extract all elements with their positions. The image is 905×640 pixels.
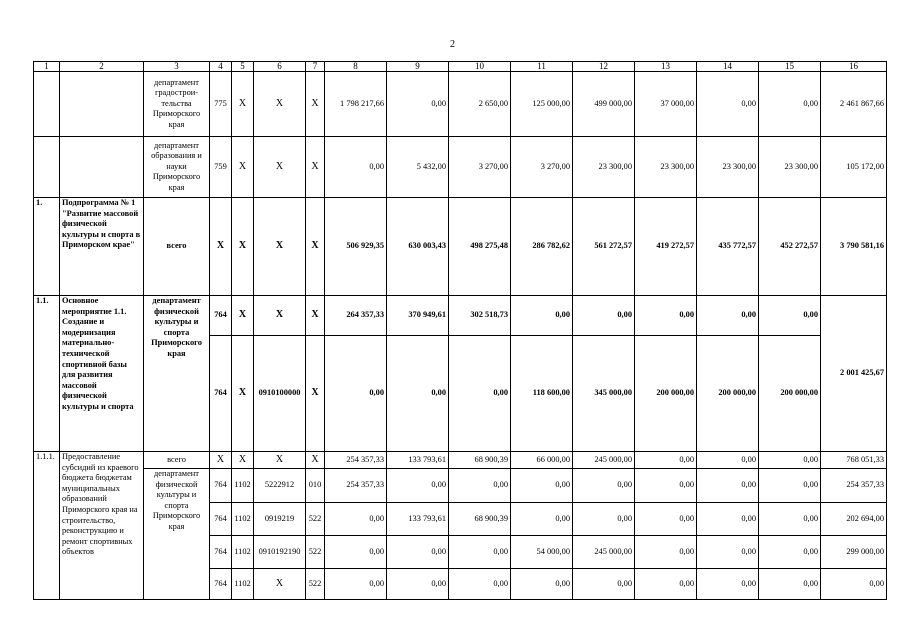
table-cell: 0,00 xyxy=(325,536,387,569)
table-cell: 23 300,00 xyxy=(573,137,635,198)
table-cell: 0,00 xyxy=(759,469,821,503)
table-cell: 245 000,00 xyxy=(573,452,635,469)
col-header: 6 xyxy=(254,62,306,72)
table-cell: 0,00 xyxy=(635,452,697,469)
header-row xyxy=(34,62,887,72)
table-row xyxy=(34,198,887,296)
table-cell: 419 272,57 xyxy=(635,198,697,296)
col-header: 1 xyxy=(34,62,60,72)
table-cell: 1102 xyxy=(232,536,254,569)
table-cell: 200 000,00 xyxy=(697,336,759,452)
table-cell: X xyxy=(254,137,306,198)
table-cell: 0910192190 xyxy=(254,536,306,569)
table-cell: 0,00 xyxy=(635,536,697,569)
table-cell: 0919219 xyxy=(254,503,306,536)
table-cell: 0,00 xyxy=(325,336,387,452)
table-row xyxy=(34,296,887,336)
table-cell: 202 694,00 xyxy=(821,503,887,536)
table-cell: 0,00 xyxy=(387,72,449,137)
table-cell: 768 051,33 xyxy=(821,452,887,469)
table-cell: 245 000,00 xyxy=(573,536,635,569)
table-cell: X xyxy=(232,452,254,469)
table-cell: 0,00 xyxy=(697,469,759,503)
table-cell: X xyxy=(254,72,306,137)
table-cell: 522 xyxy=(306,569,325,600)
table-cell: 010 xyxy=(306,469,325,503)
table-row xyxy=(34,469,887,503)
table-cell: X xyxy=(210,198,232,296)
table-cell xyxy=(60,72,144,137)
table-cell: 0,00 xyxy=(759,452,821,469)
table-cell: 23 300,00 xyxy=(759,137,821,198)
table-cell: 764 xyxy=(210,336,232,452)
table-cell: 133 793,61 xyxy=(387,452,449,469)
table-cell: 775 xyxy=(210,72,232,137)
table-cell: X xyxy=(306,336,325,452)
table-cell: X xyxy=(232,296,254,336)
table-cell: 0,00 xyxy=(449,569,511,600)
table-cell xyxy=(34,137,60,198)
table-cell: 0910100000 xyxy=(254,336,306,452)
table-cell: 522 xyxy=(306,503,325,536)
table-cell: 1 798 217,66 xyxy=(325,72,387,137)
table-cell: Основное мероприятие 1.1. Создание и модернизация материально-технической спортивной базы для развития массовой физической культуры и спорта xyxy=(60,296,144,452)
table-cell: всего xyxy=(144,198,210,296)
table-cell: 3 790 581,16 xyxy=(821,198,887,296)
table-cell: 506 929,35 xyxy=(325,198,387,296)
table-cell: 561 272,57 xyxy=(573,198,635,296)
col-header: 15 xyxy=(759,62,821,72)
table-cell: 0,00 xyxy=(325,569,387,600)
table-cell: 68 900,39 xyxy=(449,503,511,536)
table-cell: 1.1.1. xyxy=(34,452,60,600)
table-cell xyxy=(60,137,144,198)
table-cell: 0,00 xyxy=(697,536,759,569)
table-cell: 630 003,43 xyxy=(387,198,449,296)
table-cell: 2 001 425,67 xyxy=(821,296,887,452)
table-cell: X xyxy=(306,198,325,296)
table-cell: 0,00 xyxy=(573,503,635,536)
table-cell: 0,00 xyxy=(759,72,821,137)
table-row xyxy=(34,137,887,198)
table-cell: X xyxy=(254,452,306,469)
col-header: 13 xyxy=(635,62,697,72)
table-cell: департамент физической культуры и спорта Приморского края xyxy=(144,296,210,452)
table-cell: 759 xyxy=(210,137,232,198)
table-cell: X xyxy=(254,198,306,296)
col-header: 16 xyxy=(821,62,887,72)
table-cell: департамент образования и науки Приморского края xyxy=(144,137,210,198)
table-cell: Предоставление субсидий из краевого бюджета бюджетам муниципальных образований Приморского края на строительство, реконструкцию и ремонт спортивных объектов xyxy=(60,452,144,600)
table-cell: 125 000,00 xyxy=(511,72,573,137)
table-cell: департамент градострои-тельства Приморского края xyxy=(144,72,210,137)
table-row xyxy=(34,72,887,137)
table-cell: 0,00 xyxy=(759,536,821,569)
table-cell: 286 782,62 xyxy=(511,198,573,296)
table-cell: 0,00 xyxy=(697,72,759,137)
table-cell: 3 270,00 xyxy=(449,137,511,198)
table-cell: 0,00 xyxy=(449,469,511,503)
table-cell: 0,00 xyxy=(697,452,759,469)
table-cell: 498 275,48 xyxy=(449,198,511,296)
table-cell: 0,00 xyxy=(697,296,759,336)
table-cell: 1.1. xyxy=(34,296,60,452)
col-header: 2 xyxy=(60,62,144,72)
table-cell: 254 357,33 xyxy=(325,469,387,503)
table-cell: 0,00 xyxy=(759,296,821,336)
table-cell: 0,00 xyxy=(635,469,697,503)
table-cell: X xyxy=(306,296,325,336)
table-cell: 133 793,61 xyxy=(387,503,449,536)
table-cell: 1. xyxy=(34,198,60,296)
table-cell: 0,00 xyxy=(635,569,697,600)
table-cell: 764 xyxy=(210,569,232,600)
budget-table xyxy=(33,61,887,600)
table-cell: 0,00 xyxy=(697,503,759,536)
col-header: 3 xyxy=(144,62,210,72)
table-cell: 200 000,00 xyxy=(759,336,821,452)
table-cell: 0,00 xyxy=(573,469,635,503)
table-cell: 0,00 xyxy=(387,469,449,503)
table-cell: 299 000,00 xyxy=(821,536,887,569)
table-cell: 2 650,00 xyxy=(449,72,511,137)
table-cell: 0,00 xyxy=(759,503,821,536)
table-cell: 0,00 xyxy=(387,336,449,452)
table-cell: 302 518,73 xyxy=(449,296,511,336)
table-cell: 254 357,33 xyxy=(821,469,887,503)
table-cell: X xyxy=(210,452,232,469)
table-cell: 0,00 xyxy=(511,296,573,336)
table-cell: 68 900,39 xyxy=(449,452,511,469)
table-cell: 0,00 xyxy=(573,569,635,600)
table-cell: 0,00 xyxy=(325,137,387,198)
table-cell: 764 xyxy=(210,536,232,569)
table-cell: 0,00 xyxy=(387,536,449,569)
col-header: 14 xyxy=(697,62,759,72)
table-cell: X xyxy=(306,137,325,198)
table-cell: Подпрограмма № 1 "Развитие массовой физической культуры и спорта в Приморском крае" xyxy=(60,198,144,296)
table-cell: 522 xyxy=(306,536,325,569)
table-cell: X xyxy=(254,296,306,336)
col-header: 8 xyxy=(325,62,387,72)
table-cell: 1102 xyxy=(232,469,254,503)
table-cell: 0,00 xyxy=(511,569,573,600)
table-cell: 0,00 xyxy=(511,469,573,503)
table-cell: 264 357,33 xyxy=(325,296,387,336)
table-cell: 23 300,00 xyxy=(697,137,759,198)
table-cell: 0,00 xyxy=(635,503,697,536)
table-cell: 5222912 xyxy=(254,469,306,503)
col-header: 5 xyxy=(232,62,254,72)
col-header: 7 xyxy=(306,62,325,72)
table-cell: 5 432,00 xyxy=(387,137,449,198)
table-cell: 499 000,00 xyxy=(573,72,635,137)
table-cell: 764 xyxy=(210,503,232,536)
table-cell: 1102 xyxy=(232,503,254,536)
table-cell: X xyxy=(232,198,254,296)
table-cell: 0,00 xyxy=(387,569,449,600)
table-cell: 0,00 xyxy=(449,536,511,569)
col-header: 4 xyxy=(210,62,232,72)
table-cell: 2 461 867,66 xyxy=(821,72,887,137)
table-cell: 0,00 xyxy=(511,503,573,536)
table-cell xyxy=(34,72,60,137)
col-header: 10 xyxy=(449,62,511,72)
table-cell: 0,00 xyxy=(325,503,387,536)
table-cell: 764 xyxy=(210,296,232,336)
table-cell: X xyxy=(232,336,254,452)
table-cell: 0,00 xyxy=(697,569,759,600)
table-cell: 0,00 xyxy=(759,569,821,600)
table-cell: X xyxy=(232,72,254,137)
table-cell: 0,00 xyxy=(635,296,697,336)
table-cell: 435 772,57 xyxy=(697,198,759,296)
table-cell: 0,00 xyxy=(573,296,635,336)
table-cell: 254 357,33 xyxy=(325,452,387,469)
table-cell: X xyxy=(232,137,254,198)
table-cell: 23 300,00 xyxy=(635,137,697,198)
table-cell: 345 000,00 xyxy=(573,336,635,452)
table-cell: X xyxy=(306,72,325,137)
col-header: 11 xyxy=(511,62,573,72)
table-cell: 764 xyxy=(210,469,232,503)
table-cell: 0,00 xyxy=(449,336,511,452)
table-cell: 200 000,00 xyxy=(635,336,697,452)
table-cell: 370 949,61 xyxy=(387,296,449,336)
col-header: 12 xyxy=(573,62,635,72)
table-cell: 0,00 xyxy=(821,569,887,600)
col-header: 9 xyxy=(387,62,449,72)
table-cell: 452 272,57 xyxy=(759,198,821,296)
table-cell: 3 270,00 xyxy=(511,137,573,198)
table-cell: 37 000,00 xyxy=(635,72,697,137)
table-cell: 54 000,00 xyxy=(511,536,573,569)
table-cell: 105 172,00 xyxy=(821,137,887,198)
table-cell: всего xyxy=(144,452,210,469)
table-cell: 1102 xyxy=(232,569,254,600)
table-cell: департамент физической культуры и спорта Приморского края xyxy=(144,469,210,600)
table-cell: 118 600,00 xyxy=(511,336,573,452)
table-cell: 66 000,00 xyxy=(511,452,573,469)
page-number: 2 xyxy=(450,39,455,50)
table-cell: X xyxy=(254,569,306,600)
table-row xyxy=(34,452,887,469)
table-cell: X xyxy=(306,452,325,469)
